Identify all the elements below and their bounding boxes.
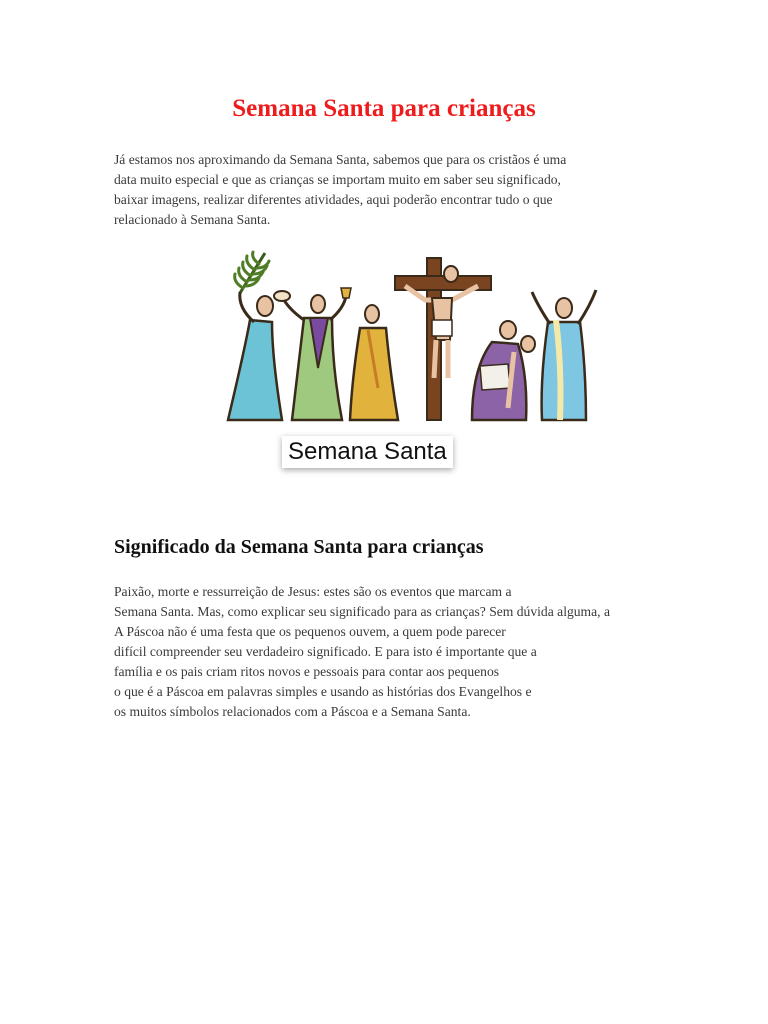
figure-praying-icon bbox=[350, 305, 398, 420]
intro-line: Já estamos nos aproximando da Semana Santa, sabemos que para os cristãos é uma bbox=[114, 152, 567, 167]
section-line: difícil compreender seu verdadeiro significado. E para isto é importante que a bbox=[114, 644, 537, 659]
intro-line: data muito especial e que as crianças se importam muito em saber seu significado, bbox=[114, 172, 561, 187]
section-line: os muitos símbolos relacionados com a Páscoa e a Semana Santa. bbox=[114, 704, 471, 719]
section-line: A Páscoa não é uma festa que os pequenos ouvem, a quem pode parecer bbox=[114, 624, 506, 639]
section-paragraph bbox=[114, 582, 610, 722]
intro-line: baixar imagens, realizar diferentes atividades, aqui poderão encontrar tudo o que bbox=[114, 192, 553, 207]
intro-line: relacionado à Semana Santa. bbox=[114, 212, 271, 227]
figure-rejoicing-icon bbox=[532, 290, 596, 420]
figure-palm-icon bbox=[228, 292, 282, 420]
section-line: Paixão, morte e ressurreição de Jesus: estes são os eventos que marcam a bbox=[114, 584, 512, 599]
illustration-caption: Semana Santa bbox=[282, 436, 453, 468]
section-heading: Significado da Semana Santa para crianças bbox=[114, 536, 484, 558]
section-line: Semana Santa. Mas, como explicar seu significado para as crianças? Sem dúvida alguma, a bbox=[114, 604, 610, 619]
figure-bread-icon bbox=[274, 288, 351, 420]
figure-mourning-icon bbox=[472, 321, 535, 420]
page-title: Semana Santa para crianças bbox=[232, 95, 536, 122]
holy-week-illustration bbox=[210, 248, 610, 480]
palm-branch-icon bbox=[235, 252, 269, 293]
section-line: família e os pais criam ritos novos e pessoais para contar aos pequenos bbox=[114, 664, 500, 679]
section-line: o que é a Páscoa em palavras simples e usando as histórias dos Evangelhos e bbox=[114, 684, 532, 699]
intro-paragraph bbox=[114, 150, 566, 230]
